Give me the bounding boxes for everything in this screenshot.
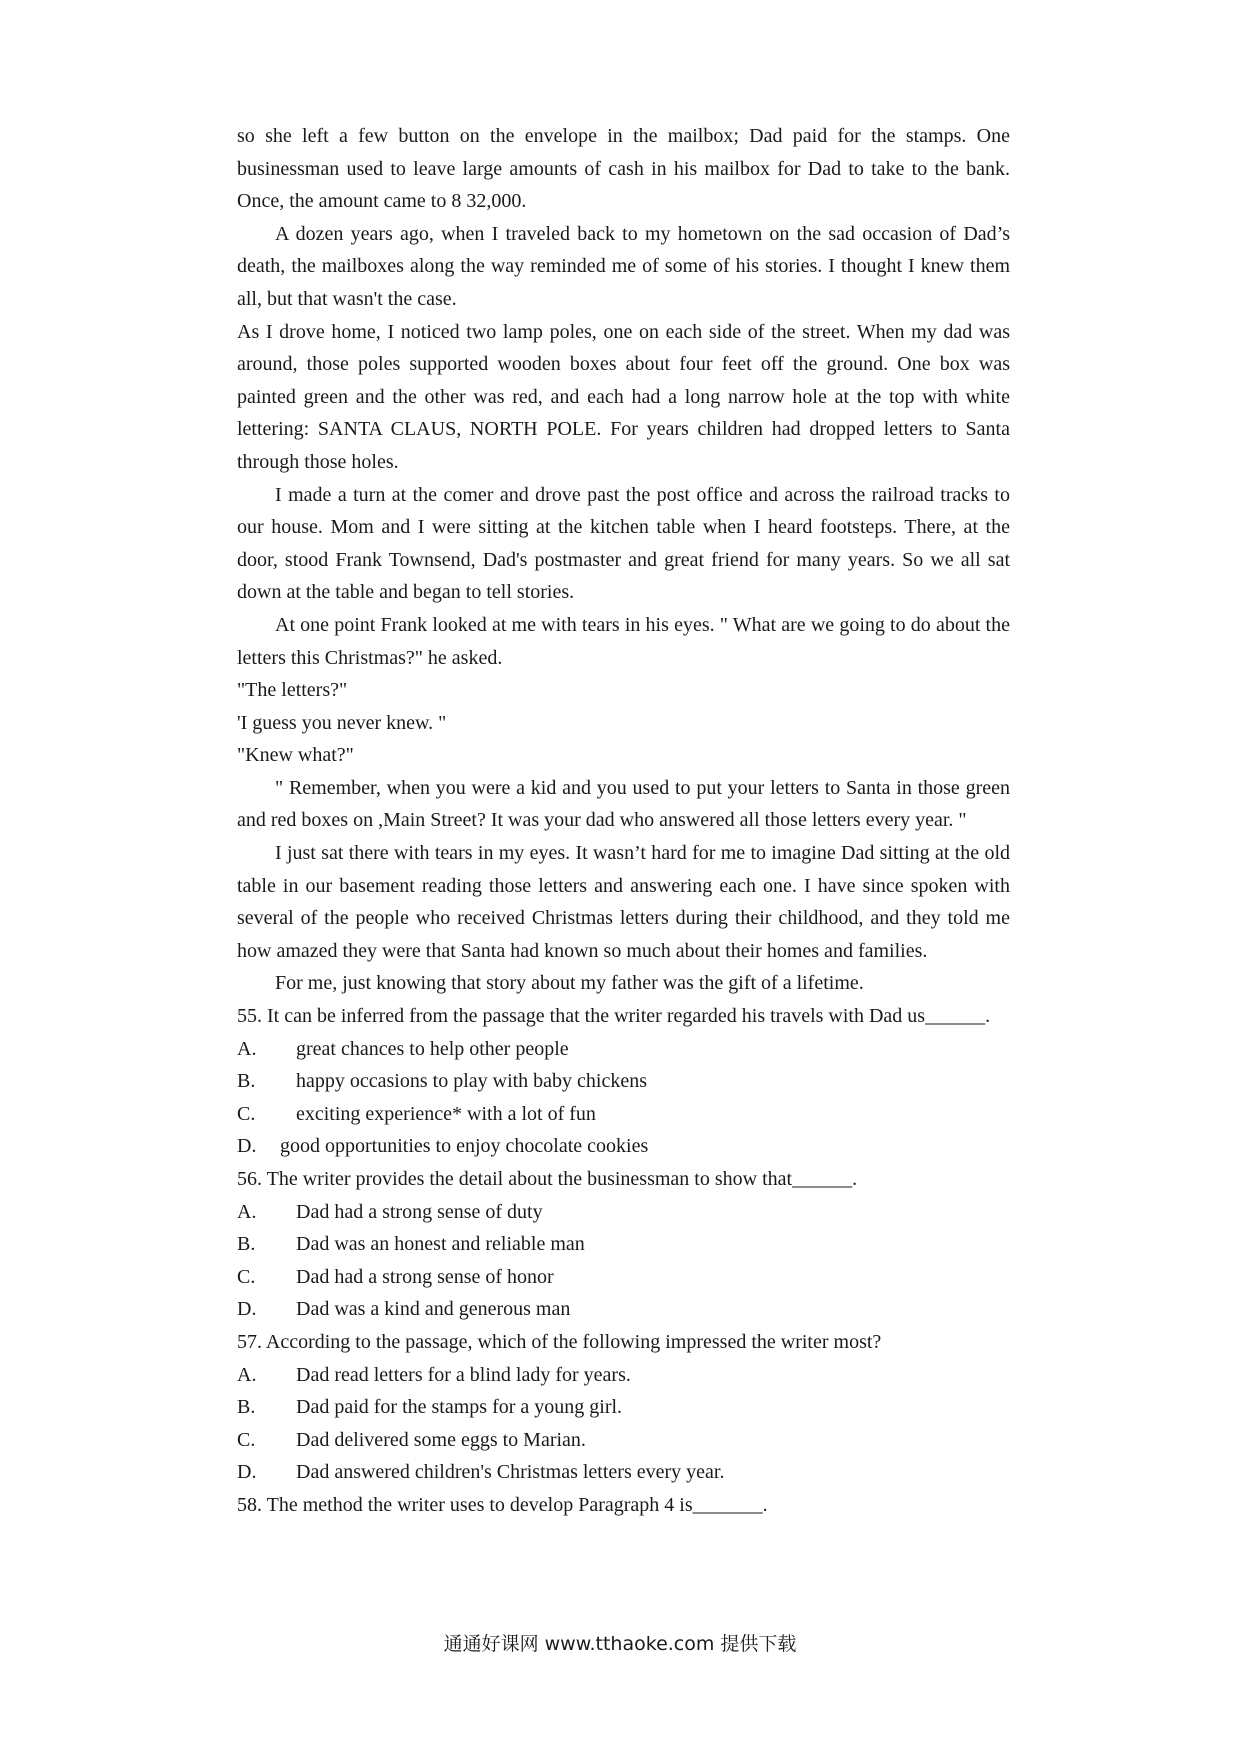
option-letter: C. [237,1265,256,1288]
answer-option [237,1391,1010,1424]
answer-option [237,1130,1010,1163]
question-stem: 55. It can be inferred from the passage that the writer regarded his travels with Dad us______. [237,1005,991,1028]
passage-paragraph: "Knew what?" [237,744,354,767]
question-stem: 57. According to the passage, which of the following impressed the writer most? [237,1330,882,1353]
option-letter: C. [237,1102,256,1125]
answer-option [237,1098,1010,1131]
option-text: Dad read letters for a blind lady for years. [296,1363,631,1386]
option-letter: A. [237,1363,257,1386]
answer-options [237,1033,1010,1163]
passage-paragraph: "The letters?" [237,679,348,702]
passage-paragraph: A dozen years ago, when I traveled back to my hometown on the sad occasion of Dad’s death, the mailboxes along the way reminded me of some of his stories. I thought I knew them all, but that wasn't the case. [237,222,1010,310]
option-text: Dad answered children's Christmas letters every year. [296,1461,725,1484]
option-text: Dad was a kind and generous man [296,1298,571,1321]
option-letter: B. [237,1070,256,1093]
question-stem: 58. The method the writer uses to develop Paragraph 4 is_______. [237,1493,768,1516]
passage-paragraph: For me, just knowing that story about my father was the gift of a lifetime. [275,972,864,995]
page-footer: 通通好课网 www.tthaoke.com 提供下载 [443,1633,797,1655]
option-text: Dad was an honest and reliable man [296,1233,585,1256]
document-body [237,120,1010,1522]
question-stem: 56. The writer provides the detail about the businessman to show that______. [237,1168,858,1190]
option-text: Dad delivered some eggs to Marian. [296,1428,586,1451]
answer-option [237,1196,1010,1229]
option-text: Dad paid for the stamps for a young girl. [296,1396,623,1419]
passage-paragraph: 'I guess you never knew. " [237,711,447,734]
answer-option [237,1033,1010,1066]
option-letter: A. [237,1200,257,1223]
option-text: Dad had a strong sense of honor [296,1265,554,1288]
option-text: exciting experience* with a lot of fun [296,1102,596,1125]
answer-options [237,1359,1010,1489]
passage-paragraph: I made a turn at the comer and drove past the post office and across the railroad tracks to our house. Mom and I were sitting at the kitchen table when I heard footsteps. There, at the door, stood Frank Townsend, Dad's postmaster and great friend for many years. So we all sat down at the table and began to tell stories. [237,483,1010,604]
option-text: good opportunities to enjoy chocolate cookies [280,1135,649,1158]
option-letter: B. [237,1396,256,1419]
option-text: Dad had a strong sense of duty [296,1200,543,1223]
passage-paragraph: At one point Frank looked at me with tears in his eyes. " What are we going to do about the letters this Christmas?" he asked. [237,613,1010,669]
answer-option [237,1065,1010,1098]
option-letter: A. [237,1037,257,1060]
passage-paragraph: As I drove home, I noticed two lamp poles, one on each side of the street. When my dad was around, those poles supported wooden boxes about four feet off the ground. One box was painted green and the other was red, and each had a long narrow hole at the top with white lettering: SANTA CLAUS, NORTH POLE. For years children had dropped letters to Santa through those holes. [237,320,1010,473]
answer-option [237,1424,1010,1457]
answer-option [237,1228,1010,1261]
answer-option [237,1456,1010,1489]
answer-option [237,1359,1010,1392]
option-letter: C. [237,1428,256,1451]
question-list [237,1000,1010,1522]
answer-option [237,1261,1010,1294]
passage-paragraph: " Remember, when you were a kid and you used to put your letters to Santa in those green and red boxes on ,Main Street? It was your dad who answered all those letters every year. " [237,776,1010,832]
option-letter: D. [237,1461,257,1484]
option-letter: D. [237,1135,257,1158]
answer-option [237,1293,1010,1326]
option-letter: B. [237,1233,256,1256]
passage-paragraph: I just sat there with tears in my eyes. It wasn’t hard for me to imagine Dad sitting at the old table in our basement reading those letters and answering each one. I have since spoken with several of the people who received Christmas letters during their childhood, and they told me how amazed they were that Santa had known so much about their homes and families. [237,842,1010,962]
option-text: great chances to help other people [296,1037,569,1060]
reading-passage [237,120,1010,1000]
passage-paragraph: so she left a few button on the envelope in the mailbox; Dad paid for the stamps. One businessman used to leave large amounts of cash in his mailbox for Dad to take to the bank. Once, the amount came to 8 32,000. [237,125,1010,213]
answer-options [237,1196,1010,1326]
option-letter: D. [237,1298,257,1321]
option-text: happy occasions to play with baby chickens [296,1070,648,1093]
